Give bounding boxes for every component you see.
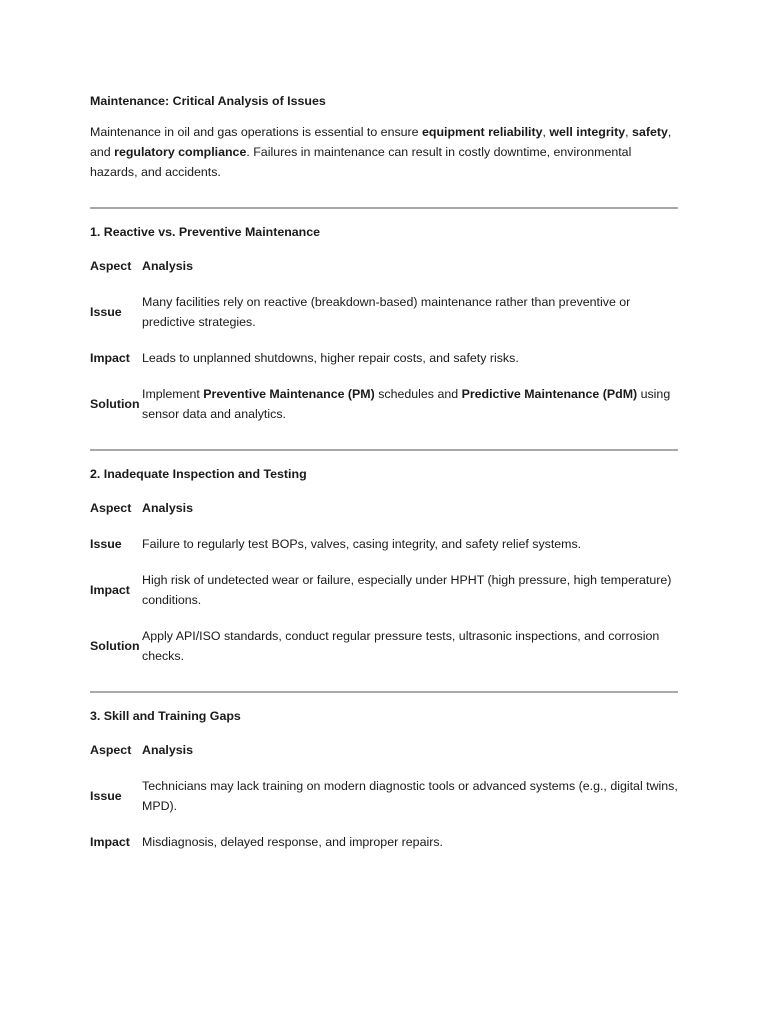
table-header-row: [90, 740, 678, 760]
section-heading: 2. Inadequate Inspection and Testing: [90, 467, 307, 481]
aspect-cell: Impact: [90, 583, 130, 597]
analysis-cell: [142, 292, 678, 332]
text-run: . Failures in maintenance can result in costly downtime, environmental hazards, and accidents.: [90, 145, 632, 179]
row-spacer: [90, 554, 678, 570]
row-spacer: [90, 332, 678, 348]
table-header-row: [90, 256, 678, 276]
table-row: [90, 776, 678, 816]
aspect-cell: Issue: [90, 537, 122, 551]
text-run: High risk of undetected wear or failure, especially under HPHT (high pressure, high temperature) conditions.: [142, 573, 672, 607]
aspect-cell: Issue: [90, 789, 122, 803]
aspect-analysis-table: [90, 740, 678, 852]
bold-text-run: Preventive Maintenance (PM): [203, 387, 375, 401]
analysis-cell: [142, 626, 678, 666]
analysis-cell: [142, 348, 678, 368]
analysis-cell: [142, 832, 678, 852]
table-row: [90, 534, 678, 554]
row-spacer-cell: [90, 518, 678, 534]
row-spacer: [90, 518, 678, 534]
text-run: Maintenance in oil and gas operations is essential to ensure: [90, 125, 423, 139]
column-header-analysis: Analysis: [142, 259, 193, 273]
column-header-analysis: Analysis: [142, 501, 193, 515]
table-row: [90, 292, 678, 332]
analysis-cell: [142, 776, 678, 816]
text-run: Technicians may lack training on modern diagnostic tools or advanced systems (e.g., digital twins, MPD).: [142, 779, 678, 813]
document-page: [90, 91, 680, 852]
table-row: [90, 348, 678, 368]
aspect-cell: Impact: [90, 835, 130, 849]
analysis-cell: [142, 384, 678, 424]
section-heading: 1. Reactive vs. Preventive Maintenance: [90, 225, 321, 239]
bold-text-run: Predictive Maintenance (PdM): [461, 387, 638, 401]
section-divider: [90, 207, 678, 209]
analysis-cell: [142, 534, 678, 554]
aspect-cell: Solution: [90, 397, 140, 411]
bold-text-run: equipment reliability: [422, 125, 543, 139]
table-row: [90, 384, 678, 424]
section-divider: [90, 449, 678, 451]
bold-text-run: regulatory compliance: [114, 145, 247, 159]
text-run: Many facilities rely on reactive (breakdown-based) maintenance rather than preventive or predictive strategies.: [142, 295, 631, 329]
text-run: using sensor data and analytics.: [142, 387, 671, 421]
column-header-aspect: Aspect: [90, 743, 132, 757]
row-spacer-cell: [90, 760, 678, 776]
aspect-cell: Impact: [90, 351, 130, 365]
section-divider: [90, 691, 678, 693]
table-row: [90, 626, 678, 666]
row-spacer-cell: [90, 554, 678, 570]
column-header-aspect: Aspect: [90, 259, 132, 273]
row-spacer-cell: [90, 610, 678, 626]
row-spacer: [90, 610, 678, 626]
row-spacer-cell: [90, 276, 678, 292]
document-title: Maintenance: Critical Analysis of Issues: [90, 94, 326, 108]
sections-container: [90, 207, 680, 852]
intro-paragraph: [90, 122, 680, 182]
text-run: Leads to unplanned shutdowns, higher repair costs, and safety risks.: [142, 351, 519, 365]
row-spacer: [90, 760, 678, 776]
bold-text-run: well integrity: [549, 125, 626, 139]
bold-text-run: safety: [632, 125, 668, 139]
column-header-analysis: Analysis: [142, 743, 193, 757]
row-spacer-cell: [90, 368, 678, 384]
analysis-cell: [142, 570, 678, 610]
text-run: , and: [90, 125, 672, 159]
section-heading: 3. Skill and Training Gaps: [90, 709, 241, 723]
table-header-row: [90, 498, 678, 518]
text-run: Misdiagnosis, delayed response, and improper repairs.: [142, 835, 443, 849]
text-run: Implement: [142, 387, 204, 401]
text-run: ,: [542, 125, 550, 139]
aspect-analysis-table: [90, 256, 678, 424]
text-run: schedules and: [374, 387, 462, 401]
row-spacer-cell: [90, 816, 678, 832]
column-header-aspect: Aspect: [90, 501, 132, 515]
table-row: [90, 570, 678, 610]
text-run: Apply API/ISO standards, conduct regular pressure tests, ultrasonic inspections, and corrosion checks.: [142, 629, 660, 663]
aspect-analysis-table: [90, 498, 678, 666]
text-run: ,: [625, 125, 633, 139]
row-spacer-cell: [90, 332, 678, 348]
text-run: Failure to regularly test BOPs, valves, casing integrity, and safety relief systems.: [142, 537, 582, 551]
row-spacer: [90, 816, 678, 832]
row-spacer: [90, 368, 678, 384]
aspect-cell: Issue: [90, 305, 122, 319]
row-spacer: [90, 276, 678, 292]
aspect-cell: Solution: [90, 639, 140, 653]
table-row: [90, 832, 678, 852]
